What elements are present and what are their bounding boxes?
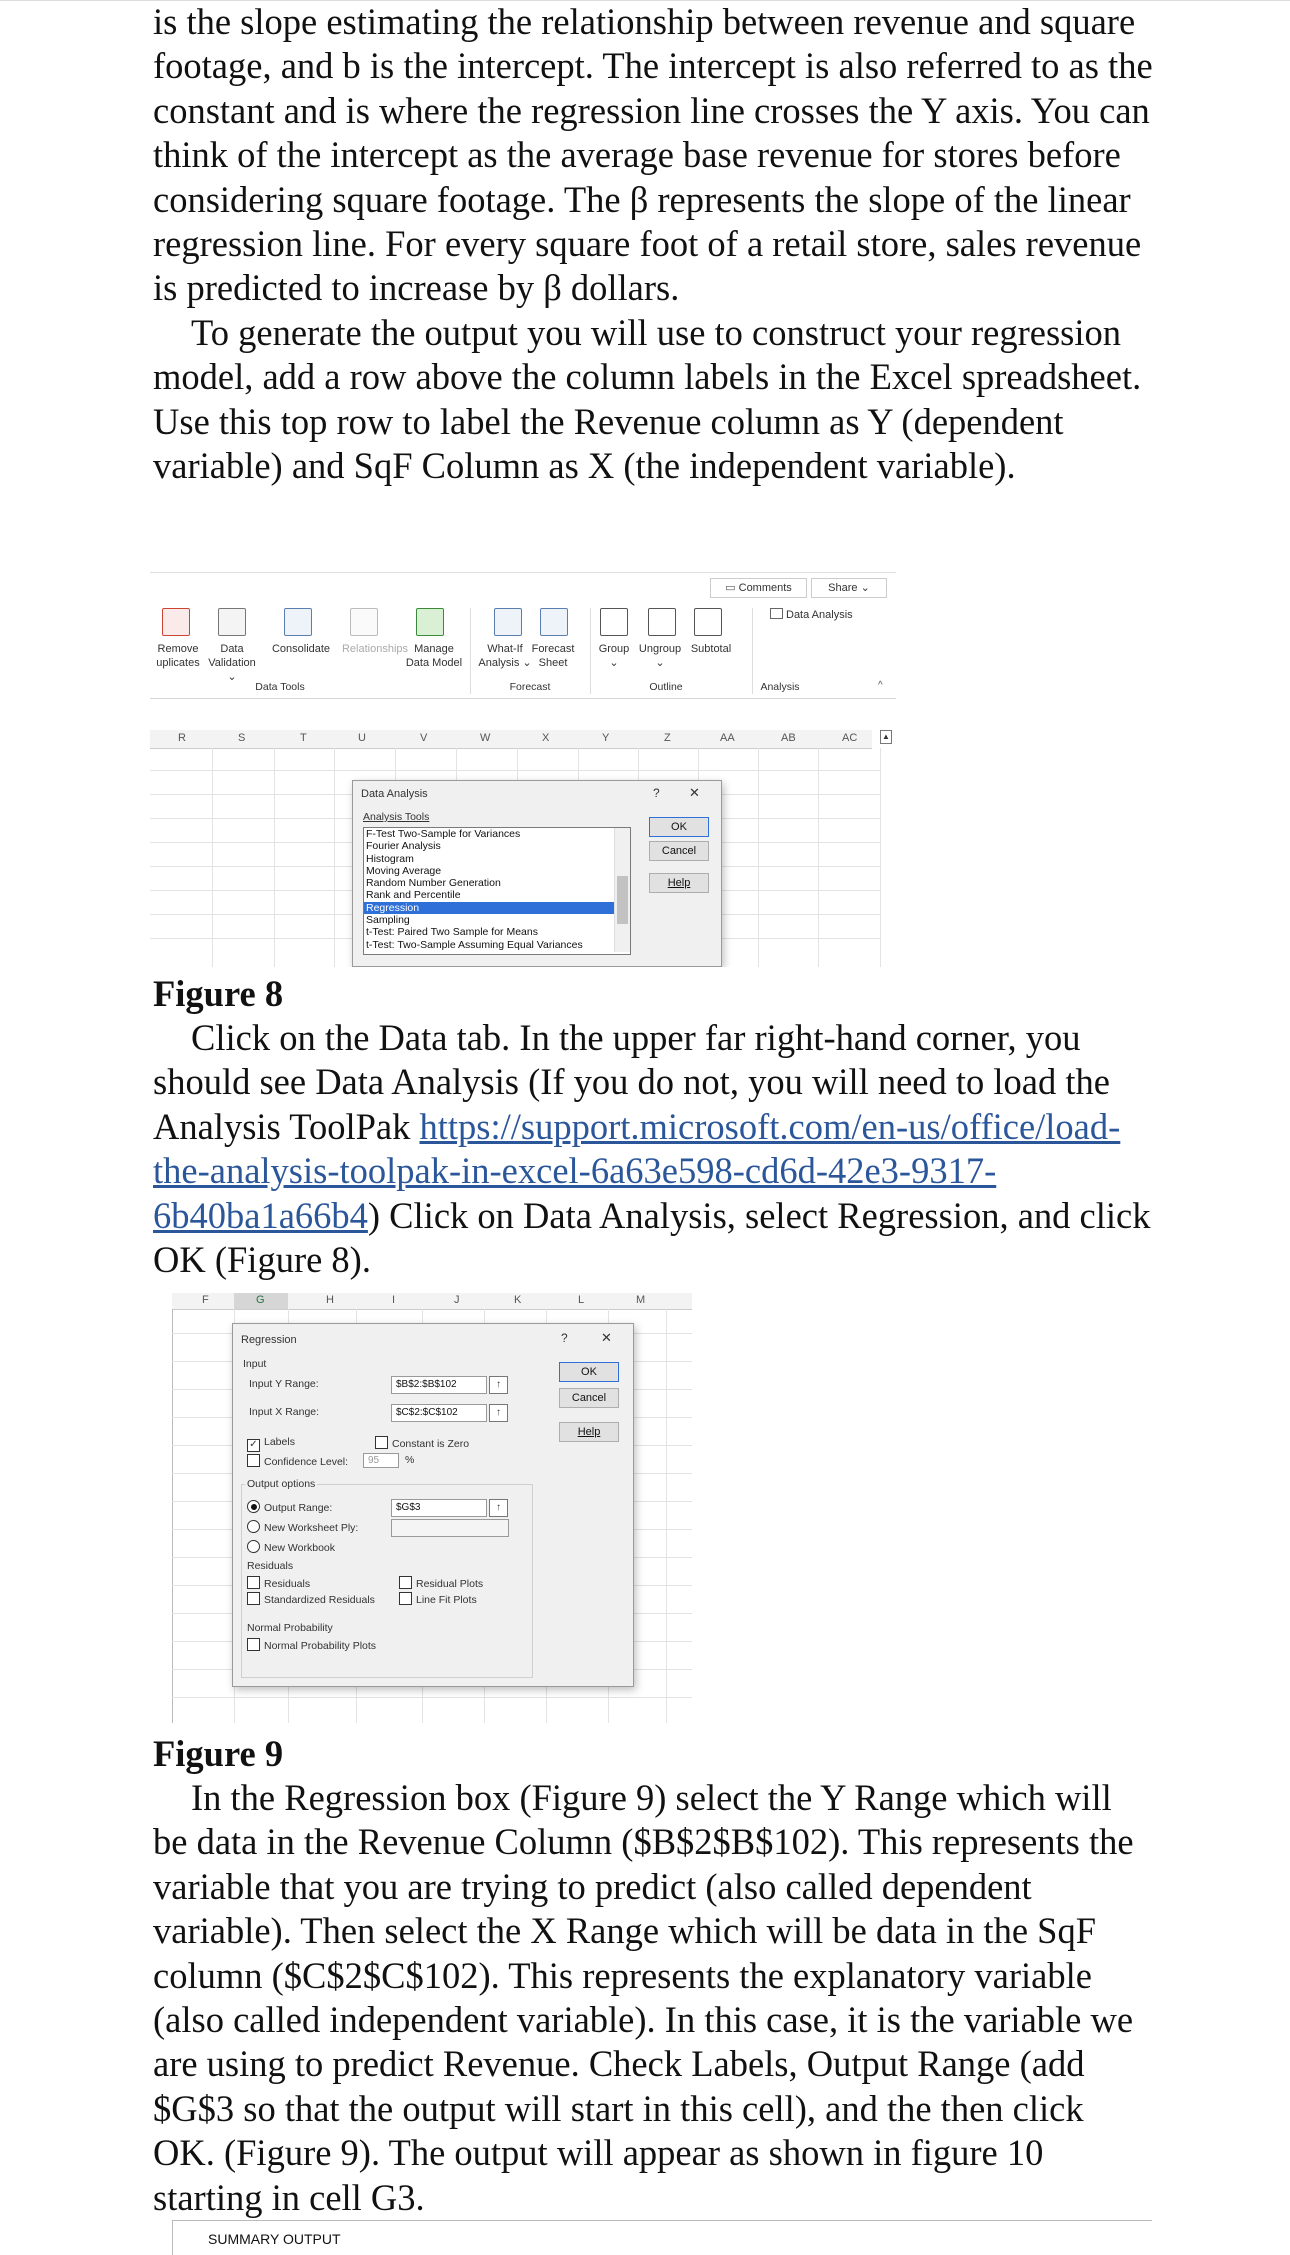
output-options-label: Output options: [247, 1478, 316, 1490]
list-item[interactable]: t-Test: Paired Two Sample for Means: [366, 926, 538, 939]
help-button[interactable]: Help: [649, 873, 709, 893]
relationships-button[interactable]: Relationships: [341, 643, 409, 655]
list-item-selected[interactable]: Regression: [364, 902, 616, 914]
new-workbook-radio[interactable]: New Workbook: [247, 1540, 335, 1554]
group-button[interactable]: Group ⌄: [598, 643, 630, 669]
manage-data-model-button[interactable]: Manage Data Model: [405, 643, 463, 669]
output-range-radio[interactable]: Output Range:: [247, 1500, 332, 1514]
list-item[interactable]: Fourier Analysis: [366, 840, 441, 853]
analysis-tools-list[interactable]: [363, 827, 631, 955]
new-worksheet-radio[interactable]: New Worksheet Ply:: [247, 1520, 358, 1534]
list-item[interactable]: F-Test Two-Sample for Variances: [366, 828, 521, 840]
paragraph-3-text: Click on the Data tab. In the upper far right-hand corner, you should see Data Analysis (If you do not, you will need to load the Analysis ToolPak https://support.microsoft.com/en-us/office/load-the-analysis-toolpak-in-excel-6a63e598-cd6d-42e3-9317-6b40ba1a66b4) Click on Data Analysis, select Regression, and click OK (Figure 8).: [153, 1017, 1151, 1281]
what-if-analysis-button[interactable]: What-If Analysis ⌄: [478, 643, 532, 669]
list-item[interactable]: Random Number Generation: [366, 877, 501, 890]
residual-plots-checkbox[interactable]: Residual Plots: [399, 1576, 483, 1590]
col-header: I: [392, 1294, 396, 1306]
input-y-label: Input Y Range:: [249, 1378, 319, 1390]
col-header: M: [636, 1294, 646, 1306]
col-header: Z: [664, 732, 671, 744]
residuals-group-label: Residuals: [247, 1560, 294, 1572]
dialog-title: Regression: [241, 1334, 297, 1346]
summary-output-label: SUMMARY OUTPUT: [208, 2231, 341, 2247]
ok-button[interactable]: OK: [559, 1362, 619, 1382]
remove-duplicates-button[interactable]: Remove uplicates: [156, 643, 200, 669]
scroll-up-icon[interactable]: ▲: [880, 730, 892, 744]
col-header: AB: [781, 732, 796, 744]
remove-duplicates-icon: [162, 608, 190, 636]
col-header: J: [454, 1294, 460, 1306]
normal-probability-group-label: Normal Probability: [247, 1622, 333, 1634]
col-header-selected: G: [256, 1294, 265, 1306]
collapse-dialog-icon[interactable]: ↑: [489, 1404, 508, 1422]
residuals-checkbox[interactable]: Residuals: [247, 1576, 310, 1590]
group-label-forecast: Forecast: [509, 681, 551, 693]
constant-zero-checkbox[interactable]: Constant is Zero: [375, 1436, 469, 1450]
dialog-title: Data Analysis: [361, 788, 428, 800]
group-label-outline: Outline: [649, 681, 683, 693]
col-header: W: [480, 732, 491, 744]
close-icon[interactable]: ✕: [689, 785, 700, 800]
col-header: AA: [720, 732, 735, 744]
forecast-sheet-button[interactable]: Forecast Sheet: [531, 643, 575, 669]
input-x-label: Input X Range:: [249, 1406, 320, 1418]
checkbox-checked-icon: ✓: [247, 1439, 260, 1452]
list-item[interactable]: Rank and Percentile: [366, 889, 461, 902]
percent-label: %: [405, 1454, 415, 1466]
list-item[interactable]: Moving Average: [366, 864, 442, 877]
output-range-field[interactable]: $G$3: [391, 1499, 487, 1517]
help-button[interactable]: Help: [559, 1422, 619, 1442]
labels-checkbox[interactable]: ✓ Labels: [247, 1436, 295, 1452]
regression-screenshot: [172, 1293, 692, 1723]
consolidate-button[interactable]: Consolidate: [271, 643, 331, 655]
figure-9-caption: Figure 9: [153, 1733, 284, 1774]
ungroup-icon: [648, 608, 676, 636]
col-header: T: [300, 732, 307, 744]
line-fit-plots-checkbox[interactable]: Line Fit Plots: [399, 1592, 477, 1606]
data-validation-icon: [218, 608, 246, 636]
subtotal-icon: [694, 608, 722, 636]
list-item[interactable]: Histogram: [366, 852, 414, 865]
comments-button[interactable]: ▭ Comments: [710, 578, 807, 598]
data-validation-button[interactable]: Data Validation ⌄: [208, 643, 256, 683]
share-button[interactable]: Share ⌄: [811, 578, 887, 598]
close-icon[interactable]: ✕: [601, 1330, 612, 1345]
paragraph-1-text: is the slope estimating the relationship between revenue and square footage, and b is the intercept. The intercept is also referred to as the constant and is where the regression line crosses the Y axis. You can think of the intercept as the average base revenue for stores before considering square footage. The β represents the slope of the linear regression line. For every square foot of a retail store, sales revenue is predicted to increase by β dollars.: [153, 1, 1153, 309]
cancel-button[interactable]: Cancel: [649, 841, 709, 861]
col-header: S: [238, 732, 246, 744]
paragraph-slope-explanation: [153, 0, 1153, 488]
excel-ribbon-screenshot: [150, 572, 896, 967]
input-y-range-field[interactable]: $B$2:$B$102: [391, 1376, 487, 1394]
consolidate-icon: [284, 608, 312, 636]
new-worksheet-field[interactable]: [391, 1519, 509, 1537]
subtotal-button[interactable]: Subtotal: [690, 643, 732, 655]
help-icon[interactable]: ?: [561, 1331, 568, 1345]
help-icon[interactable]: ?: [653, 786, 660, 800]
col-header: R: [178, 732, 186, 744]
normal-probability-plots-checkbox[interactable]: Normal Probability Plots: [247, 1638, 376, 1652]
col-header: F: [202, 1294, 209, 1306]
forecast-sheet-icon: [540, 608, 568, 636]
what-if-analysis-icon: [494, 608, 522, 636]
manage-data-model-icon: [416, 608, 444, 636]
col-header: AC: [842, 732, 858, 744]
list-item[interactable]: Sampling: [366, 914, 410, 927]
figure-8-caption: Figure 8: [153, 973, 284, 1014]
input-group-label: Input: [243, 1358, 267, 1370]
collapse-ribbon-icon[interactable]: ^: [878, 680, 883, 691]
ok-button[interactable]: OK: [649, 817, 709, 837]
input-x-range-field[interactable]: $C$2:$C$102: [391, 1404, 487, 1422]
paragraph-data-tab: [153, 1016, 1153, 1282]
column-header-bar: [150, 730, 872, 749]
collapse-dialog-icon[interactable]: ↑: [489, 1376, 508, 1394]
data-analysis-dialog: [352, 780, 722, 967]
list-scrollbar[interactable]: [614, 828, 630, 952]
confidence-level-field[interactable]: 95: [363, 1453, 399, 1468]
col-header: X: [542, 732, 550, 744]
group-label-data-tools: Data Tools: [255, 681, 305, 693]
paragraph-2-text: To generate the output you will use to construct your regression model, add a row above the column labels in the Excel spreadsheet. Use this top row to label the Revenue column as Y (dependent variable) and SqF Column as X (the independent variable).: [153, 311, 1142, 487]
list-item[interactable]: t-Test: Two-Sample Assuming Equal Variances: [366, 938, 583, 951]
analysis-toolpak-link[interactable]: https://support.microsoft.com/en-us/office/load-the-analysis-toolpak-in-excel-6a63e598-cd6d-42e3-9317-6b40ba1a66b4: [153, 1105, 1121, 1236]
summary-output-strip: [172, 2220, 1152, 2255]
standardized-residuals-checkbox[interactable]: Standardized Residuals: [247, 1592, 375, 1606]
data-analysis-button[interactable]: Data Analysis: [770, 608, 853, 621]
confidence-level-checkbox[interactable]: Confidence Level:: [247, 1454, 348, 1468]
ungroup-button[interactable]: Ungroup ⌄: [638, 643, 682, 669]
col-header: Y: [602, 732, 610, 744]
paragraph-4-text: In the Regression box (Figure 9) select the Y Range which will be data in the Revenue Column ($B$2$B$102). This represents the variable that you are trying to predict (also called dependent variable). Then select the X Range which will be data in the SqF column ($C$2$C$102). This represents the explanatory variable (also called independent variable). In this case, it is the variable we are using to predict Revenue. Check Labels, Output Range (add $G$3 so that the output will start in this cell), and the then click OK. (Figure 9). The output will appear as shown in figure 10 starting in cell G3.: [153, 1777, 1134, 2218]
paragraph-regression-box: [153, 1776, 1153, 2220]
col-header: U: [358, 732, 366, 744]
collapse-dialog-icon[interactable]: ↑: [489, 1499, 508, 1517]
group-label-analysis: Analysis: [760, 681, 800, 693]
col-header: V: [420, 732, 428, 744]
col-header: L: [578, 1294, 585, 1306]
relationships-icon: [350, 608, 378, 636]
group-icon: [600, 608, 628, 636]
analysis-tools-label: Analysis Tools: [363, 811, 430, 823]
regression-dialog: [232, 1323, 634, 1687]
cancel-button[interactable]: Cancel: [559, 1388, 619, 1408]
col-header: K: [514, 1294, 522, 1306]
col-header: H: [326, 1294, 334, 1306]
